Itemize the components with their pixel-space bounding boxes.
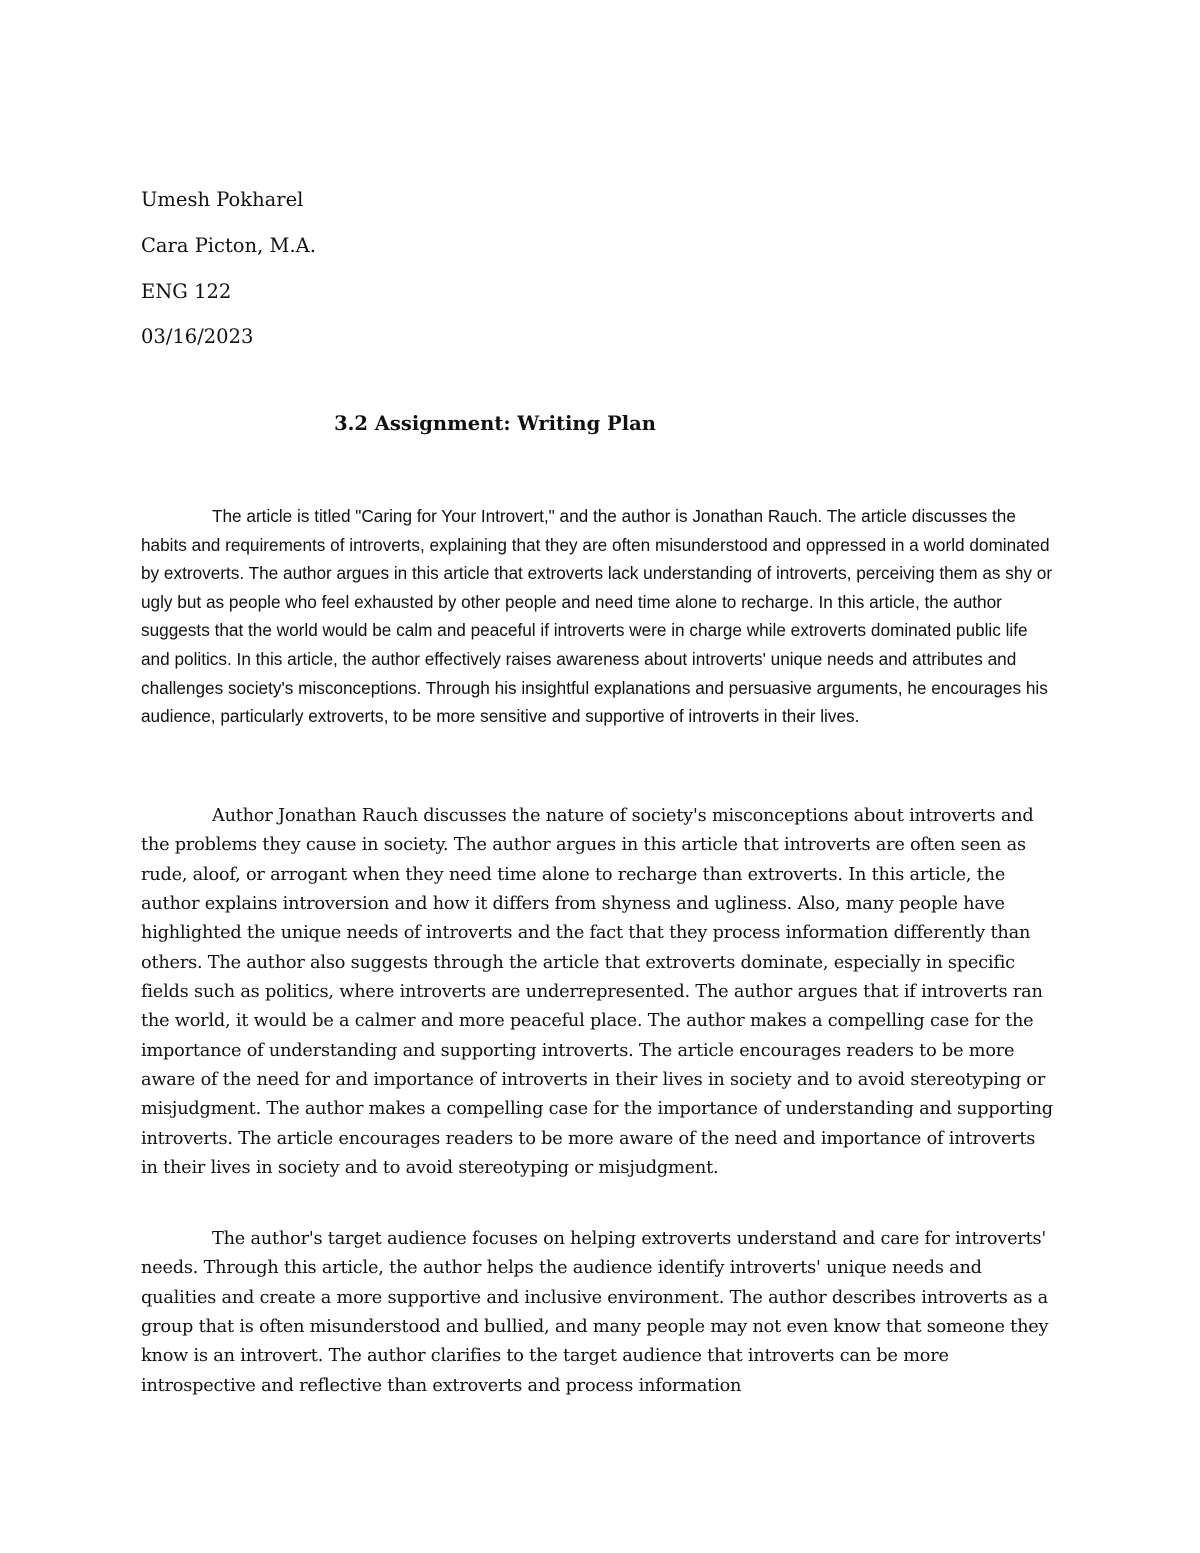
document-title: 3.2 Assignment: Writing Plan xyxy=(334,412,656,435)
paragraph-summary: Author Jonathan Rauch discusses the nature of society's misconceptions about introverts and the problems they cause in society. The author argues in this article that introverts are often seen as rude, aloof, or arrogant when they need time alone to recharge than extroverts. In this article, the author explains introversion and how it differs from shyness and ugliness. Also, many people have highlighted the unique needs of introverts and the fact that they process information differently than others. The author also suggests through the article that extroverts dominate, especially in specific fields such as politics, where introverts are underrepresented. The author argues that if introverts ran the world, it would be a calmer and more peaceful place. The author makes a compelling case for the importance of understanding and supporting introverts. The article encourages readers to be more aware of the need for and importance of introverts in their lives in society and to avoid stereotyping or misjudgment. The author makes a compelling case for the importance of understanding and supporting introverts. The article encourages readers to be more aware of the need and importance of introverts in their lives in society and to avoid stereotyping or misjudgment. xyxy=(141,806,1053,1179)
paragraph-introduction: The article is titled "Caring for Your Introvert," and the author is Jonathan Rauch. The article discusses the habits and requirements of introverts, explaining that they are often misunderstood and oppressed in a world dominated by extroverts. The author argues in this article that extroverts lack understanding of introverts, perceiving them as shy or ugly but as people who feel exhausted by other people and need time alone to recharge. In this article, the author suggests that the world would be calm and peaceful if introverts were in charge while extroverts dominated public life and politics. In this article, the author effectively raises awareness about introverts' unique needs and attributes and challenges society's misconceptions. Through his insightful explanations and persuasive arguments, he encourages his audience, particularly extroverts, to be more sensitive and supportive of introverts in their lives. xyxy=(141,506,1053,727)
paragraph-audience: The author's target audience focuses on helping extroverts understand and care for introverts' needs. Through this article, the author helps the audience identify introverts' unique needs and qualities and create a more supportive and inclusive environment. The author describes introverts as a group that is often misunderstood and bullied, and many people may not even know that someone they know is an introvert. The author clarifies to the target audience that introverts can be more introspective and reflective than extroverts and process information xyxy=(141,1229,1049,1396)
instructor-name: Cara Picton, M.A. xyxy=(141,234,316,257)
student-name: Umesh Pokharel xyxy=(141,188,304,211)
submission-date: 03/16/2023 xyxy=(141,325,254,348)
course-code: ENG 122 xyxy=(141,280,232,303)
